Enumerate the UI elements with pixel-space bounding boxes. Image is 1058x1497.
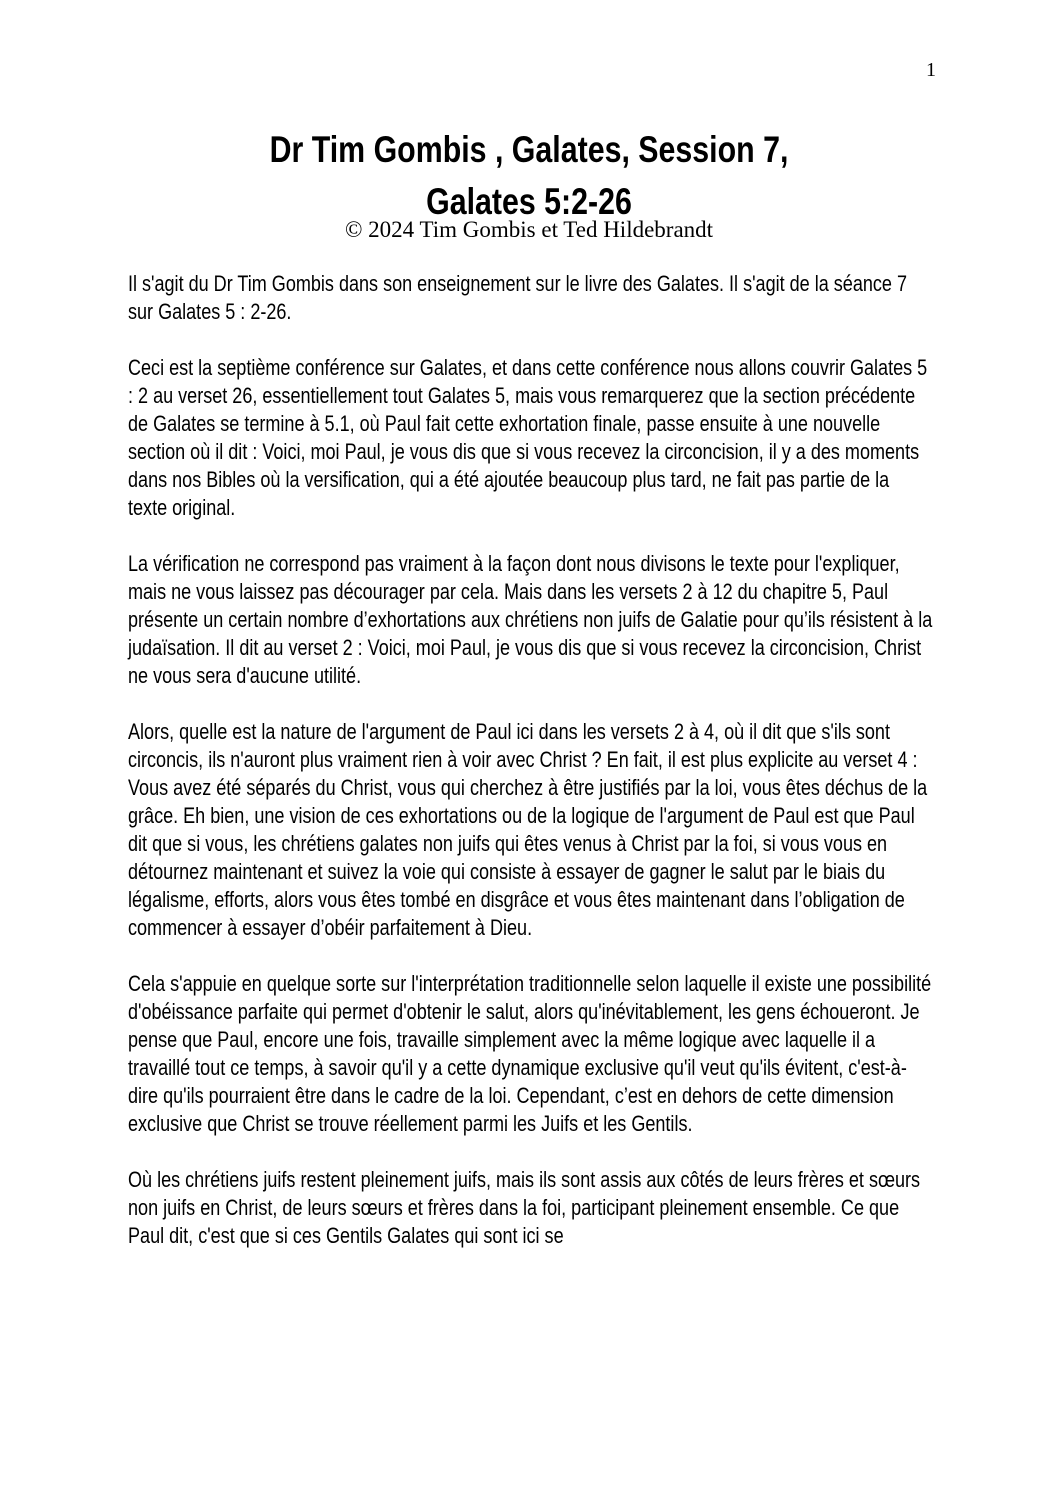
copyright-line: © 2024 Tim Gombis et Ted Hildebrandt — [344, 217, 714, 242]
transcript-body — [128, 270, 933, 1278]
document-title — [95, 124, 963, 228]
paragraph: Ceci est la septième conférence sur Galates, et dans cette conférence nous allons couvrir Galates 5 : 2 au verset 26, essentiellement tout Galates 5, mais vous remarquerez que la section précédente de Galates se termine à 5.1, où Paul fait cette exhortation finale, passe ensuite à une nouvelle section où il dit : Voici, moi Paul, je vous dis que si vous recevez la circoncision, il y a des moments dans nos Bibles où la versification, qui a été ajoutée beaucoup plus tard, ne fait pas partie de la texte original. — [128, 355, 928, 520]
paragraph: Il s'agit du Dr Tim Gombis dans son enseignement sur le livre des Galates. Il s'agit de la séance 7 sur Galates 5 : 2-26. — [128, 271, 907, 324]
paragraph: Où les chrétiens juifs restent pleinement juifs, mais ils sont assis aux côtés de leurs frères et sœurs non juifs en Christ, de leurs sœurs et frères dans la foi, participant pleinement ensemble. Ce que Paul dit, c'est que si ces Gentils Galates qui sont ici se — [128, 1167, 921, 1248]
paragraph: La vérification ne correspond pas vraiment à la façon dont nous divisons le texte pour l'expliquer, mais ne vous laissez pas décourager par cela. Mais dans les versets 2 à 12 du chapitre 5, Paul présente un certain nombre d’exhortations aux chrétiens non juifs de Galatie pour qu’ils résistent à la judaïsation. Il dit au verset 2 : Voici, moi Paul, je vous dis que si vous recevez la circoncision, Christ ne vous sera d'aucune utilité. — [128, 551, 933, 688]
document-title-line-2: Galates 5:2-26 — [426, 181, 632, 222]
paragraph: Alors, quelle est la nature de l'argument de Paul ici dans les versets 2 à 4, où il dit que s'ils sont circoncis, ils n'auront plus vraiment rien à voir avec Christ ? En fait, il est plus explicite au verset 4 : Vous avez été séparés du Christ, vous qui cherchez à être justifiés par la loi, vous êtes déchus de la grâce. Eh bien, une vision de ces exhortations ou de la logique de l'argument de Paul est que Paul dit que si vous, les chrétiens galates non juifs qui êtes venus à Christ par la foi, si vous vous en détournez maintenant et suivez la voie qui consiste à essayer de gagner le salut par le biais du légalisme, efforts, alors vous êtes tombé en disgrâce et vous êtes maintenant dans l’obligation de commencer à essayer d’obéir parfaitement à Dieu. — [128, 719, 928, 940]
page-number: 1 — [926, 59, 936, 81]
document-title-line-1: Dr Tim Gombis , Galates, Session 7, — [269, 129, 789, 170]
paragraph: Cela s'appuie en quelque sorte sur l'interprétation traditionnelle selon laquelle il existe une possibilité d'obéissance parfaite qui permet d'obtenir le salut, alors qu'inévitablement, les gens échoueront. Je pense que Paul, encore une fois, travaille simplement avec la même logique avec laquelle il a travaillé tout ce temps, à savoir qu'il y a cette dynamique exclusive qu'il veut qu'ils évitent, c'est-à-dire qu'ils pourraient être dans le cadre de la loi. Cependant, c’est en dehors de cette dimension exclusive que Christ se trouve réellement parmi les Juifs et les Gentils. — [128, 971, 932, 1136]
